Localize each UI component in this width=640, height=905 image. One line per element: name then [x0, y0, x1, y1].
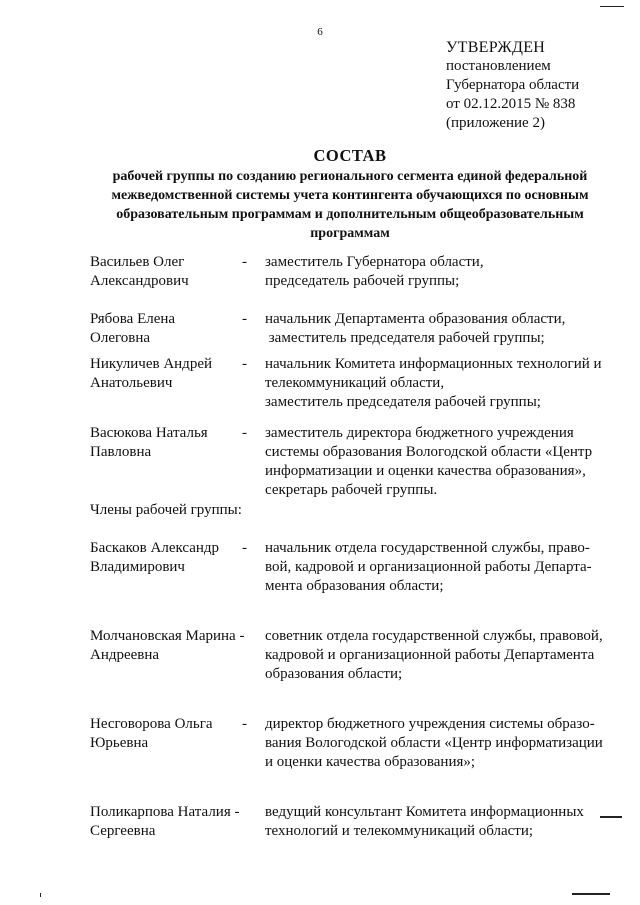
member-entry: [90, 539, 620, 596]
member-name-line: Рябова Елена: [90, 311, 176, 327]
member-role-line: информатизации и оценки качества образования»,: [265, 463, 586, 479]
member-name: [90, 355, 250, 393]
member-name-line: Анатольевич: [90, 375, 173, 391]
member-entry: [90, 253, 620, 291]
member-dash: -: [242, 540, 247, 556]
member-role: [265, 355, 620, 412]
document-subtitle: [60, 167, 640, 243]
approval-title: УТВЕРЖДЕН: [446, 39, 546, 56]
member-name-line: Васюкова Наталья: [90, 425, 208, 441]
member-role-line: мента образования области;: [265, 578, 444, 594]
member-entry: [90, 355, 620, 412]
member-name-line: Поликарпова Наталия -: [90, 804, 240, 820]
member-name: [90, 803, 265, 841]
member-entry: [90, 424, 620, 500]
member-dash: -: [242, 716, 247, 732]
approval-line: от 02.12.2015 № 838: [446, 96, 576, 112]
scan-artifact: [600, 816, 622, 818]
member-entry: [90, 310, 620, 348]
member-role-line: председатель рабочей группы;: [265, 273, 460, 289]
member-name: [90, 310, 250, 348]
member-name-line: Павловна: [90, 444, 152, 460]
member-role-line: начальник Комитета информационных технологий и: [265, 356, 602, 372]
member-role-line: и оценки качества образования»;: [265, 754, 476, 770]
scan-artifact: [600, 6, 624, 7]
member-role-line: начальник отдела государственной службы, право-: [265, 540, 590, 556]
member-role: [265, 715, 620, 772]
member-role: [265, 253, 620, 291]
member-name: [90, 424, 250, 462]
member-role-line: советник отдела государственной службы, правовой,: [265, 628, 603, 644]
member-name-line: Юрьевна: [90, 735, 149, 751]
member-entry: [90, 715, 620, 772]
member-name-line: Васильев Олег: [90, 254, 185, 270]
member-role: [265, 539, 620, 596]
member-name-line: Баскаков Александр: [90, 540, 220, 556]
member-role: [265, 310, 620, 348]
member-role-line: директор бюджетного учреждения системы образо-: [265, 716, 595, 732]
scan-artifact: [40, 893, 41, 897]
subtitle-line: программам: [310, 226, 390, 241]
member-name-line: Владимирович: [90, 559, 185, 575]
page-number: 6: [317, 26, 323, 38]
subtitle-line: рабочей группы по созданию регионального сегмента единой федеральной: [112, 169, 588, 184]
member-name-line: Александрович: [90, 273, 189, 289]
member-role-line: заместитель Губернатора области,: [265, 254, 484, 270]
scan-artifact: [572, 893, 610, 895]
member-entry: [90, 803, 620, 841]
member-role-line: кадровой и организационной работы Департамента: [265, 647, 595, 663]
member-role-line: образования области;: [265, 666, 403, 682]
document-title: СОСТАВ: [313, 146, 387, 165]
member-role-line: системы образования Вологодской области «Центр: [265, 444, 593, 460]
approval-line: Губернатора области: [446, 77, 580, 93]
member-name: [90, 253, 250, 291]
member-name: [90, 539, 250, 577]
member-name: [90, 715, 250, 753]
member-name-line: Сергеевна: [90, 823, 156, 839]
member-name: [90, 627, 265, 665]
approval-line: постановлением: [446, 58, 551, 74]
member-name-line: Олеговна: [90, 330, 151, 346]
document-heading: [60, 146, 640, 243]
member-dash: -: [242, 254, 247, 270]
member-role-line: телекоммуникаций области,: [265, 375, 445, 391]
member-dash: -: [242, 311, 247, 327]
member-role: [265, 627, 620, 684]
member-dash: -: [242, 425, 247, 441]
member-role-line: заместитель директора бюджетного учреждения: [265, 425, 574, 441]
member-entry: [90, 627, 620, 684]
member-name-line: Молчановская Марина -: [90, 628, 245, 644]
subtitle-line: образовательным программам и дополнительным общеобразовательным: [116, 207, 584, 222]
subtitle-line: межведомственной системы учета контингента обучающихся по основным: [111, 188, 589, 203]
approval-line: (приложение 2): [446, 115, 545, 131]
member-role-line: технологий и телекоммуникаций области;: [265, 823, 534, 839]
member-name-line: Несговорова Ольга: [90, 716, 213, 732]
member-role-line: заместитель председателя рабочей группы;: [265, 330, 545, 346]
member-list: [90, 253, 620, 841]
members-section-label: Члены рабочей группы:: [90, 502, 242, 518]
approval-stamp: [446, 38, 579, 133]
member-name-line: Никуличев Андрей: [90, 356, 212, 372]
member-role-line: вой, кадровой и организационной работы Департа-: [265, 559, 592, 575]
member-role-line: заместитель председателя рабочей группы;: [265, 394, 541, 410]
member-role-line: начальник Департамента образования области,: [265, 311, 566, 327]
member-dash: -: [242, 356, 247, 372]
member-role-line: ведущий консультант Комитета информационных: [265, 804, 584, 820]
member-role: [265, 424, 620, 500]
member-name-line: Андреевна: [90, 647, 160, 663]
member-role-line: вания Вологодской области «Центр информатизации: [265, 735, 603, 751]
member-role: [265, 803, 620, 841]
member-role-line: секретарь рабочей группы.: [265, 482, 438, 498]
